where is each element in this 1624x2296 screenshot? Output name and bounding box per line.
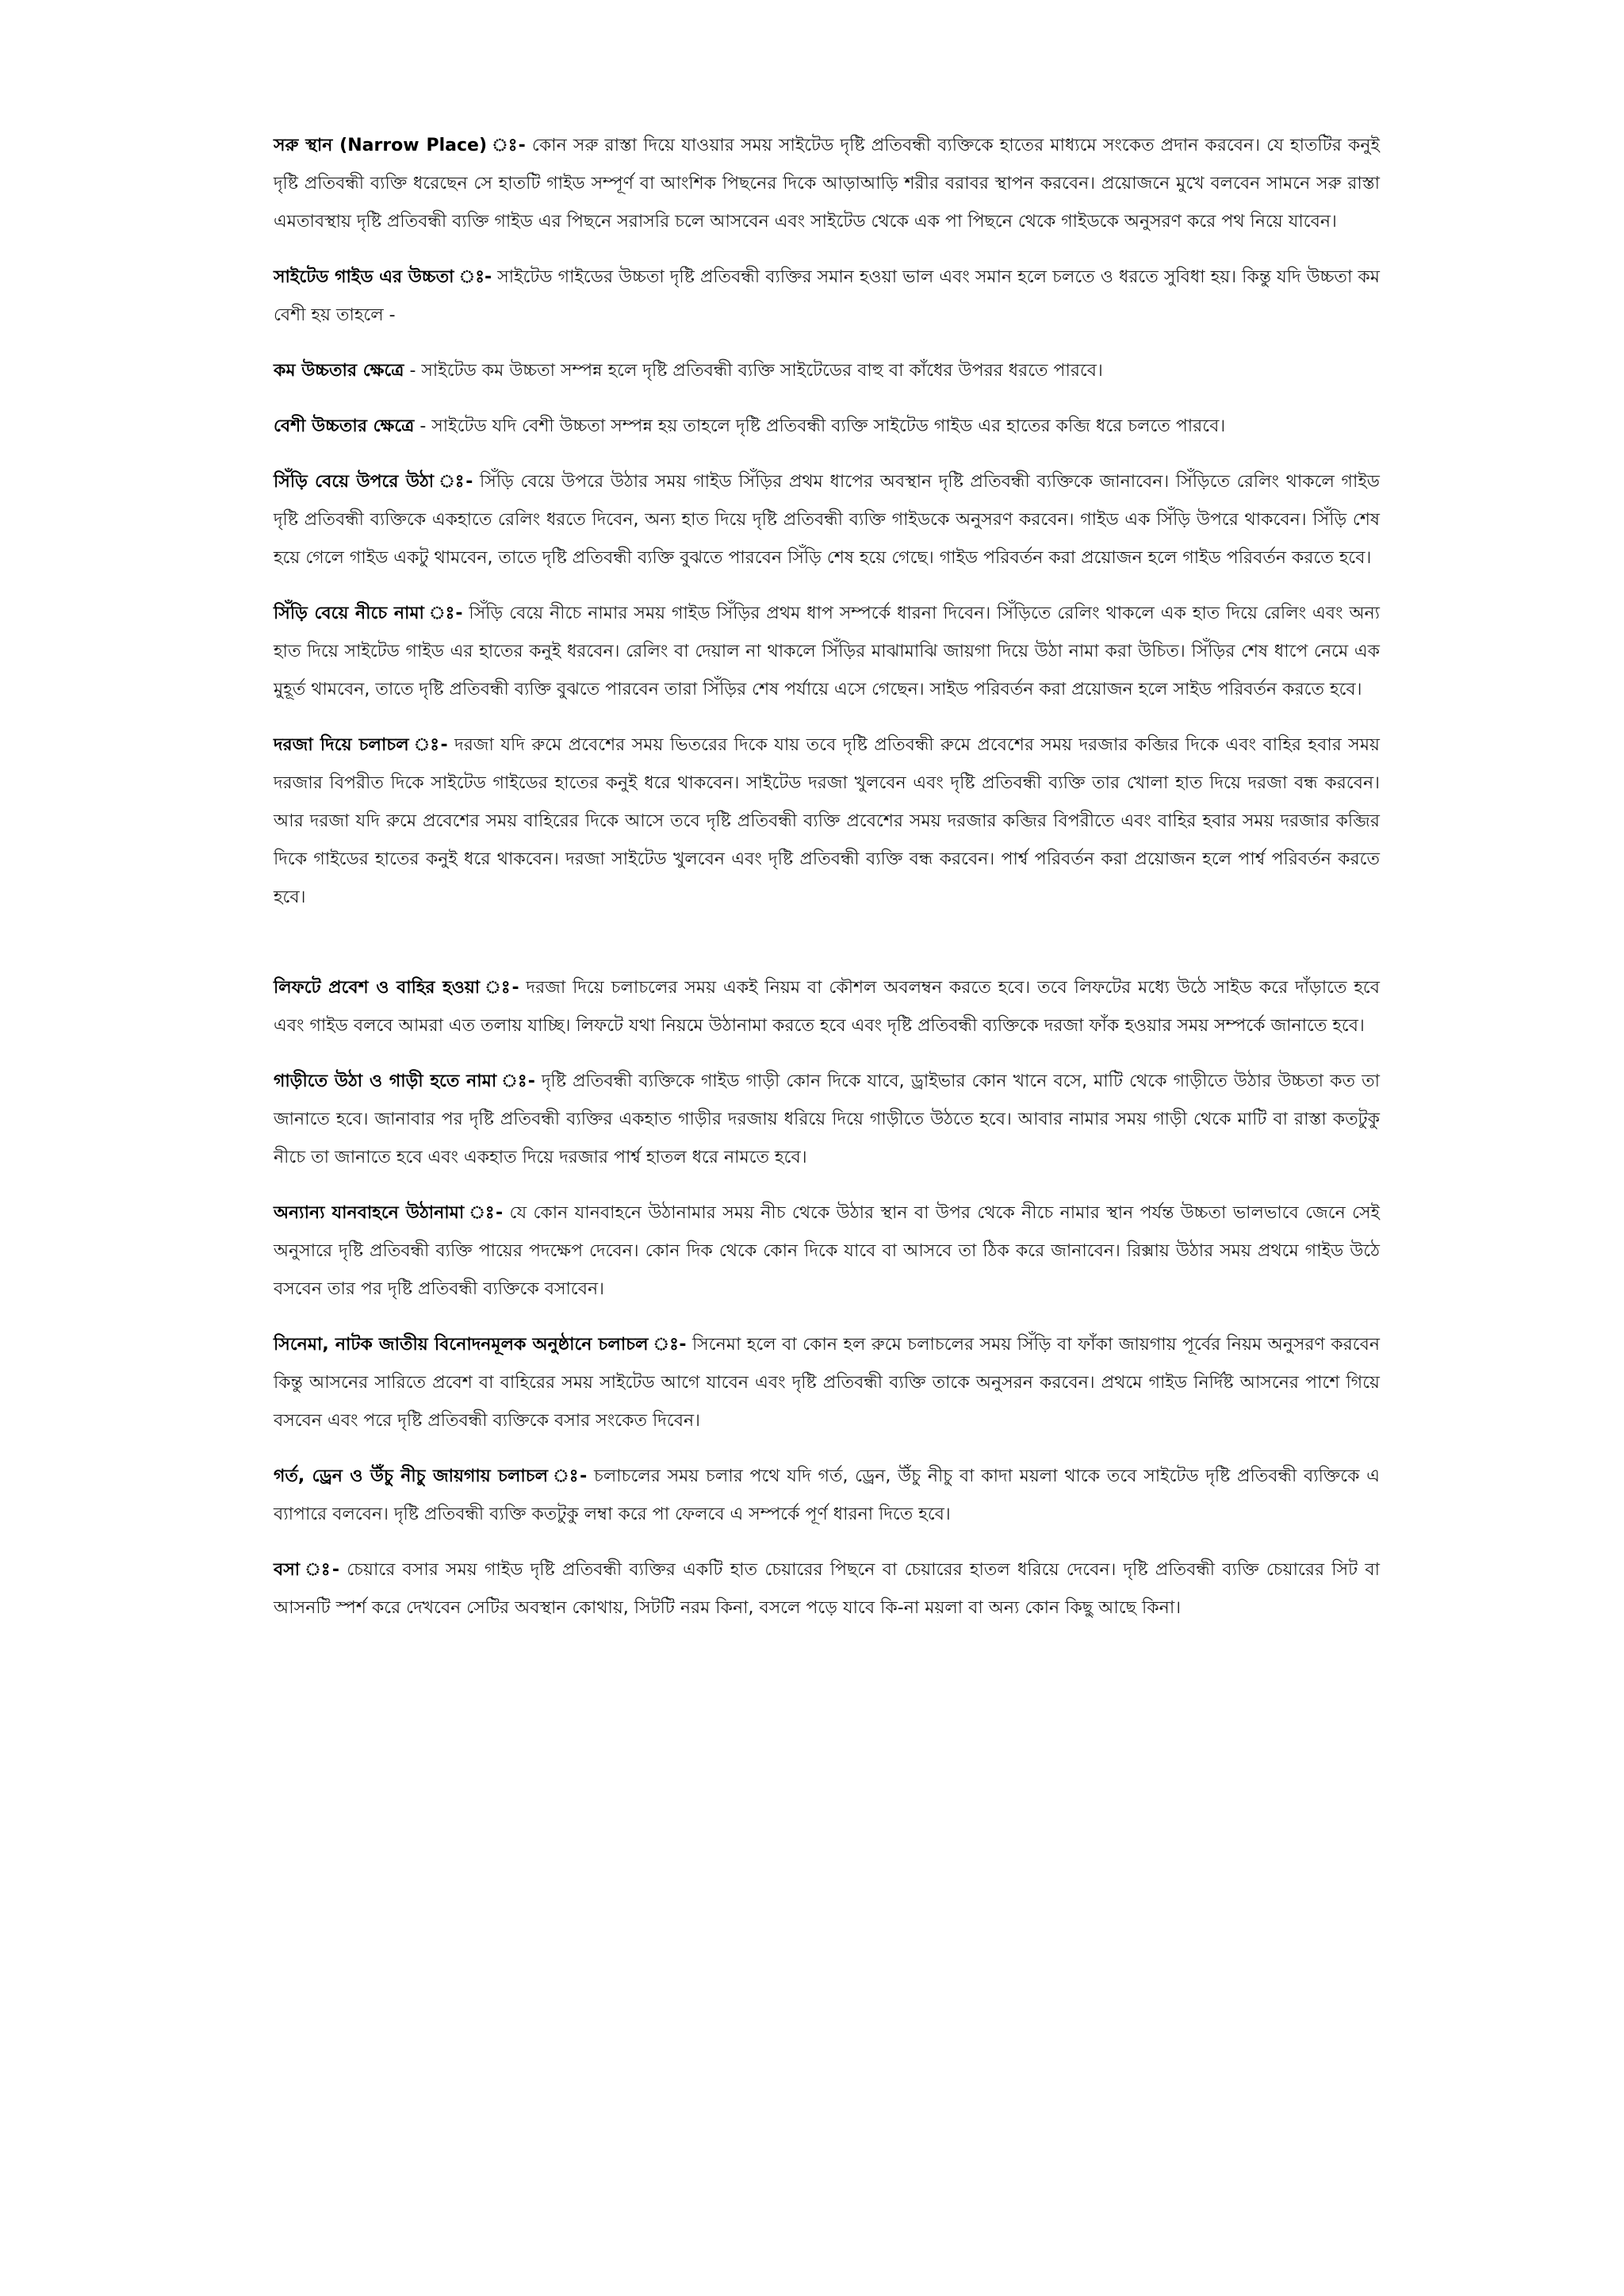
paragraph-text: সিঁড়ি বেয়ে উপরে উঠার সময় গাইড সিঁড়ির প্রথম ধাপের অবস্থান দৃষ্টি প্রতিবন্ধী ব্যক্তিকে জানাবেন। সিঁড়িতে রেলিং থাকলে গাইড দৃষ্টি প্রতিবন্ধী ব্যক্তিকে একহাতে রেলিং ধরতে দিবেন, অন্য হাত দিয়ে দৃষ্টি প্রতিবন্ধী ব্যক্তি গাইডকে অনুসরণ করবেন। গাইড এক সিঁড়ি উপরে থাকবেন। সিঁড়ি শেষ হয়ে গেলে গাইড একটু থামবেন, তাতে দৃষ্টি প্রতিবন্ধী ব্যক্তি বুঝতে পারবেন সিঁড়ি শেষ হয়ে গেছে। গাইড পরিবর্তন করা প্রয়োজন হলে গাইড পরিবর্তন করতে হবে। xyxy=(274,472,1380,568)
paragraph-text: সিঁড়ি বেয়ে নীচে নামার সময় গাইড সিঁড়ির প্রথম ধাপ সম্পর্কে ধারনা দিবেন। সিঁড়িতে রেলিং থাকলে এক হাত দিয়ে রেলিং এবং অন্য হাত দিয়ে সাইটেড গাইড এর হাতের কনুই ধরবেন। রেলিং বা দেয়াল না থাকলে সিঁড়ির মাঝামাঝি জায়গা দিয়ে উঠা নামা করা উচিত। সিঁড়ির শেষ ধাপে নেমে এক মুহূর্ত থামবেন, তাতে দৃষ্টি প্রতিবন্ধী ব্যক্তি বুঝতে পারবেন তারা সিঁড়ির শেষ পর্যায়ে এসে গেছেন। সাইড পরিবর্তন করা প্রয়োজন হলে সাইড পরিবর্তন করতে হবে। xyxy=(274,604,1381,700)
paragraph-text: দৃষ্টি প্রতিবন্ধী ব্যক্তিকে গাইড গাড়ী কোন দিকে যাবে, ড্রাইভার কোন খানে বসে, মাটি থেকে গাড়ীতে উঠার উচ্চতা কত তা জানাতে হবে। জানাবার পর দৃষ্টি প্রতিবন্ধী ব্যক্তির একহাত গাড়ীর দরজায় ধরিয়ে দিয়ে গাড়ীতে উঠতে হবে। আবার নামার সময় গাড়ী থেকে মাটি বা রাস্তা কতটুকু নীচে তা জানাতে হবে এবং একহাত দিয়ে দরজার পার্শ্ব হাতল ধরে নামতে হবে। xyxy=(274,1071,1380,1167)
paragraph-lift xyxy=(274,969,1380,1045)
paragraph-heading: লিফটে প্রবেশ ও বাহির হওয়া ঃ- xyxy=(274,978,519,998)
paragraph-heading: কম উচ্চতার ক্ষেত্রে xyxy=(274,361,404,381)
paragraph-higher-height xyxy=(274,408,1380,446)
paragraph-text: - সাইটেড কম উচ্চতা সম্পন্ন হলে দৃষ্টি প্রতিবন্ধী ব্যক্তি সাইটেডের বাহু বা কাঁধের উপরর ধরতে পারবে। xyxy=(404,361,1103,381)
paragraph-stairs-up xyxy=(274,463,1380,577)
document-page xyxy=(274,127,1380,1645)
paragraph-doorway xyxy=(274,726,1380,917)
paragraph-uneven-ground xyxy=(274,1458,1380,1534)
paragraph-sitting xyxy=(274,1551,1380,1627)
paragraph-text: সাইটেড গাইডের উচ্চতা দৃষ্টি প্রতিবন্ধী ব্যক্তির সমান হওয়া ভাল এবং সমান হলে চলতে ও ধরতে সুবিধা হয়। কিন্তু যদি উচ্চতা কম বেশী হয় তাহলে - xyxy=(274,267,1380,325)
paragraph-text: দরজা যদি রুমে প্রবেশের সময় ভিতরের দিকে যায় তবে দৃষ্টি প্রতিবন্ধী রুমে প্রবেশের সময় দরজার কব্জির দিকে এবং বাহির হবার সময় দরজার বিপরীত দিকে সাইটেড গাইডের হাতের কনুই ধরে থাকবেন। সাইটেড দরজা খুলবেন এবং দৃষ্টি প্রতিবন্ধী ব্যক্তি তার খোলা হাত দিয়ে দরজা বন্ধ করবেন। আর দরজা যদি রুমে প্রবেশের সময় বাহিরের দিকে আসে তবে দৃষ্টি প্রতিবন্ধী ব্যক্তি প্রবেশের সময় দরজার কব্জির বিপরীতে এবং বাহির হবার সময় দরজার কব্জির দিকে গাইডের হাতের কনুই ধরে থাকবেন। দরজা সাইটেড খুলবেন এবং দৃষ্টি প্রতিবন্ধী ব্যক্তি বন্ধ করবেন। পার্শ্ব পরিবর্তন করা প্রয়োজন হলে পার্শ্ব পরিবর্তন করতে হবে। xyxy=(274,735,1380,907)
paragraph-guide-height xyxy=(274,259,1380,335)
paragraph-text: সিনেমা হলে বা কোন হল রুমে চলাচলের সময় সিঁড়ি বা ফাঁকা জায়গায় পূর্বের নিয়ম অনুসরণ করবেন কিন্তু আসনের সারিতে প্রবেশ বা বাহিরের সময় সাইটেড আগে যাবেন এবং দৃষ্টি প্রতিবন্ধী ব্যক্তি তাকে অনুসরন করবেন। প্রথমে গাইড নির্দিষ্ট আসনের পাশে গিয়ে বসবেন এবং পরে দৃষ্টি প্রতিবন্ধী ব্যক্তিকে বসার সংকেত দিবেন। xyxy=(274,1335,1380,1431)
paragraph-text: কোন সরু রাস্তা দিয়ে যাওয়ার সময় সাইটেড দৃষ্টি প্রতিবন্ধী ব্যক্তিকে হাতের মাধ্যমে সংকেত প্রদান করবেন। যে হাতটির কনুই দৃষ্টি প্রতিবন্ধী ব্যক্তি ধরেছেন সে হাতটি গাইড সম্পূর্ণ বা আংশিক পিছনের দিকে আড়াআড়ি শরীর বরাবর স্থাপন করবেন। প্রয়োজনে মুখে বলবেন সামনে সরু রাস্তা এমতাবস্থায় দৃষ্টি প্রতিবন্ধী ব্যক্তি গাইড এর পিছনে সরাসরি চলে আসবেন এবং সাইটেড থেকে এক পা পিছনে থেকে গাইডকে অনুসরণ করে পথ নিয়ে যাবেন। xyxy=(274,136,1380,232)
paragraph-heading: গাড়ীতে উঠা ও গাড়ী হতে নামা ঃ- xyxy=(274,1071,535,1091)
paragraph-heading: বসা ঃ- xyxy=(274,1560,339,1580)
paragraph-text: দরজা দিয়ে চলাচলের সময় একই নিয়ম বা কৌশল অবলম্বন করতে হবে। তবে লিফটের মধ্যে উঠে সাইড করে দাঁড়াতে হবে এবং গাইড বলবে আমরা এত তলায় যাচ্ছি। লিফটে যথা নিয়মে উঠানামা করতে হবে এবং দৃষ্টি প্রতিবন্ধী ব্যক্তিকে দরজা ফাঁক হওয়ার সময় সম্পর্কে জানাতে হবে। xyxy=(274,978,1380,1036)
paragraph-heading: সিনেমা, নাটক জাতীয় বিনোদনমূলক অনুষ্ঠানে চলাচল ঃ- xyxy=(274,1335,687,1355)
paragraph-cinema xyxy=(274,1326,1380,1440)
paragraph-text: চলাচলের সময় চলার পথে যদি গর্ত, ড্রেন, উঁচু নীচু বা কাদা ময়লা থাকে তবে সাইটেড দৃষ্টি প্রতিবন্ধী ব্যক্তিকে এ ব্যাপারে বলবেন। দৃষ্টি প্রতিবন্ধী ব্যক্তি কতটুকু লম্বা করে পা ফেলবে এ সম্পর্কে পূর্ণ ধারনা দিতে হবে। xyxy=(274,1466,1380,1524)
paragraph-heading: গর্ত, ড্রেন ও উঁচু নীচু জায়গায় চলাচল ঃ- xyxy=(274,1466,588,1486)
paragraph-narrow-place xyxy=(274,127,1380,241)
paragraph-stairs-down xyxy=(274,595,1380,709)
paragraph-text: যে কোন যানবাহনে উঠানামার সময় নীচ থেকে উঠার স্থান বা উপর থেকে নীচে নামার স্থান পর্যন্ত উচ্চতা ভালভাবে জেনে সেই অনুসারে দৃষ্টি প্রতিবন্ধী ব্যক্তি পায়ের পদক্ষেপ দেবেন। কোন দিক থেকে কোন দিকে যাবে বা আসবে তা ঠিক করে জানাবেন। রিক্সায় উঠার সময় প্রথমে গাইড উঠে বসবেন তার পর দৃষ্টি প্রতিবন্ধী ব্যক্তিকে বসাবেন। xyxy=(274,1203,1381,1299)
paragraph-heading: সাইটেড গাইড এর উচ্চতা ঃ- xyxy=(274,267,492,287)
paragraph-lower-height xyxy=(274,352,1380,390)
paragraph-heading: দরজা দিয়ে চলাচল ঃ- xyxy=(274,735,448,755)
paragraph-other-vehicles xyxy=(274,1194,1380,1309)
paragraph-heading: সিঁড়ি বেয়ে উপরে উঠা ঃ- xyxy=(274,472,473,492)
paragraph-text: - সাইটেড যদি বেশী উচ্চতা সম্পন্ন হয় তাহলে দৃষ্টি প্রতিবন্ধী ব্যক্তি সাইটেড গাইড এর হাতের কব্জি ধরে চলতে পারবে। xyxy=(414,416,1226,436)
paragraph-heading: সরু স্থান (Narrow Place) ঃ- xyxy=(274,136,526,155)
paragraph-text: চেয়ারে বসার সময় গাইড দৃষ্টি প্রতিবন্ধী ব্যক্তির একটি হাত চেয়ারের পিছনে বা চেয়ারের হাতল ধরিয়ে দেবেন। দৃষ্টি প্রতিবন্ধী ব্যক্তি চেয়ারের সিট বা আসনটি স্পর্শ করে দেখবেন সেটির অবস্থান কোথায়, সিটটি নরম কিনা, বসলে পড়ে যাবে কি-না ময়লা বা অন্য কোন কিছু আছে কিনা। xyxy=(274,1560,1380,1618)
paragraph-heading: সিঁড়ি বেয়ে নীচে নামা ঃ- xyxy=(274,604,463,623)
paragraph-car xyxy=(274,1063,1380,1177)
paragraph-heading: অন্যান্য যানবাহনে উঠানামা ঃ- xyxy=(274,1203,504,1223)
paragraph-heading: বেশী উচ্চতার ক্ষেত্রে xyxy=(274,416,415,436)
